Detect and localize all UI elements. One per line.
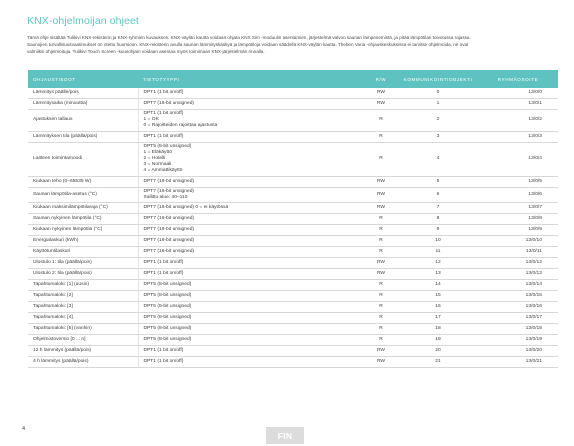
table-row [28, 110, 558, 132]
data-type-line: DPT7 (16-bit unsigned) [143, 226, 195, 232]
cell-rw: RW [364, 346, 398, 357]
cell-comm-object: 11 [398, 247, 478, 258]
cell-group-address: 13/0/11 [478, 247, 558, 258]
cell-data-type [138, 357, 364, 368]
cell-rw: RW [364, 88, 398, 99]
cell-group-address: 13/0/9 [478, 225, 558, 236]
table-row [28, 324, 558, 335]
table-row [28, 214, 558, 225]
table-row [28, 291, 558, 302]
data-type-line: 1 = OK [143, 117, 159, 123]
cell-data-type [138, 203, 364, 214]
cell-comm-object: 19 [398, 335, 478, 346]
cell-control-name: Ulostulo 1: tila (päällä/pois) [28, 258, 138, 269]
cell-group-address: 13/0/18 [478, 324, 558, 335]
cell-rw: R [364, 335, 398, 346]
column-header-control-info: OHJAUSTIEDOT [28, 70, 138, 88]
cell-control-name: Lämmityksen tila (päällä/pois) [28, 131, 138, 142]
cell-rw: R [364, 225, 398, 236]
cell-comm-object: 1 [398, 99, 478, 110]
cell-control-name: Tapahtumaloki: [3] [28, 302, 138, 313]
cell-data-type [138, 99, 364, 110]
cell-group-address: 13/0/3 [478, 131, 558, 142]
cell-group-address: 13/0/1 [478, 99, 558, 110]
data-type-line: DPT5 (8-bit unsigned) [143, 336, 192, 342]
cell-control-name: Laitteen toimintamoodi [28, 142, 138, 176]
column-header-group-address: RYHMÄOSOITE [478, 70, 558, 88]
table-row [28, 187, 558, 202]
cell-rw: R [364, 313, 398, 324]
data-type-line: DPT1 (1 bit on/off) [143, 89, 184, 95]
data-type-line: DPT5 (8-bit unsigned) [143, 292, 192, 298]
data-type-line: DPT7 (16-bit unsigned) [143, 100, 195, 106]
cell-rw: RW [364, 203, 398, 214]
cell-rw: R [364, 247, 398, 258]
data-type-line: DPT1 (1 bit on/off) [143, 111, 184, 116]
cell-comm-object: 0 [398, 88, 478, 99]
cell-data-type [138, 269, 364, 280]
data-type-line: 2 = Hotelli [143, 156, 166, 162]
cell-data-type [138, 258, 364, 269]
cell-control-name: Tapahtumaloki: [2] [28, 291, 138, 302]
cell-control-name: Kiukaan teho (0–65535 W) [28, 176, 138, 187]
cell-data-type [138, 324, 364, 335]
data-type-line: 0 = Rajoitteiden rajoittaa ajastusta [143, 123, 218, 129]
table-row [28, 131, 558, 142]
column-header-rw: R/W [364, 70, 398, 88]
cell-group-address: 13/0/17 [478, 313, 558, 324]
cell-control-name: Tapahtumaloki: [1] (uusin) [28, 280, 138, 291]
data-type-line: DPT1 (1 bit on/off) [143, 358, 184, 364]
data-type-line: DPT7 (16-bit unsigned) 0 = ei käytössä [143, 204, 229, 210]
cell-data-type [138, 335, 364, 346]
page-number: 4 [22, 426, 26, 432]
cell-group-address: 13/0/4 [478, 142, 558, 176]
cell-data-type [138, 110, 364, 132]
data-type-line: DPT5 (8-bit unsigned) [143, 281, 192, 287]
cell-group-address: 13/0/10 [478, 236, 558, 247]
intro-line: valmiiksi ohjelmoituja. Tulikivi Touch Screen -kuusohjain voidaan asentaa myös toimimaan KNX-järjestelmän rinnalla. [27, 49, 265, 55]
cell-group-address: 13/0/6 [478, 187, 558, 202]
cell-comm-object: 16 [398, 302, 478, 313]
data-type-line: DPT7 (16-bit unsigned) [143, 237, 195, 243]
language-badge: FIN [266, 427, 304, 444]
table-header-row [28, 70, 558, 88]
cell-rw: RW [364, 176, 398, 187]
data-type-line: DPT7 (16-bit unsigned) [143, 248, 195, 254]
table-row [28, 258, 558, 269]
cell-comm-object: 6 [398, 187, 478, 202]
cell-rw: R [364, 324, 398, 335]
intro-line: Saunojien turvallisuusvaatimukset on otettu huomioon. KNX-rekisterin avulla saunan lämmityskäskyä ja lämpötiloja voidaan säädellä KNX-väylän kautta. Theben Varia -ohjauskeskuksissa ei tarvitse ohjelmoida, ne ovat [27, 42, 469, 48]
table-row [28, 302, 558, 313]
cell-comm-object: 18 [398, 324, 478, 335]
cell-control-name: Ulostulo 2: tila (päällä/pois) [28, 269, 138, 280]
cell-control-name: Saunan nykyinen lämpötila (°C) [28, 214, 138, 225]
data-type-line: DPT1 (1 bit on/off) [143, 133, 184, 139]
cell-rw: R [364, 236, 398, 247]
cell-data-type [138, 131, 364, 142]
data-type-line: DPT5 (8-bit unsigned) [143, 303, 192, 309]
table-row [28, 88, 558, 99]
data-type-line: Sallittu alue: 40–110 [143, 194, 188, 200]
table-row [28, 280, 558, 291]
cell-comm-object: 3 [398, 131, 478, 142]
table-body [28, 88, 558, 368]
cell-group-address: 13/0/16 [478, 302, 558, 313]
table-row [28, 335, 558, 346]
table-row [28, 346, 558, 357]
cell-rw: RW [364, 258, 398, 269]
cell-rw: RW [364, 357, 398, 368]
cell-control-name: Tapahtumaloki: [4] [28, 313, 138, 324]
cell-group-address: 13/0/0 [478, 88, 558, 99]
cell-group-address: 13/0/7 [478, 203, 558, 214]
cell-data-type [138, 142, 364, 176]
cell-data-type [138, 236, 364, 247]
cell-rw: R [364, 214, 398, 225]
cell-group-address: 13/0/8 [478, 214, 558, 225]
cell-comm-object: 21 [398, 357, 478, 368]
cell-data-type [138, 291, 364, 302]
cell-data-type [138, 176, 364, 187]
cell-control-name: Ajastuksen tallaus [28, 110, 138, 132]
page-title: KNX-ohjelmoijan ohjeet [27, 15, 139, 27]
data-type-line: DPT5 (8-bit unsigned) [143, 314, 192, 320]
data-type-line: DPT1 (1 bit on/off) [143, 347, 184, 353]
cell-data-type [138, 247, 364, 258]
cell-rw: R [364, 142, 398, 176]
cell-control-name: Lämmitys päälle/pois [28, 88, 138, 99]
knx-objects-table [28, 70, 558, 368]
data-type-line: DPT5 (8-bit unsigned) [143, 325, 192, 331]
data-type-line: 4 = Ammattikäyttö [143, 168, 183, 174]
cell-control-name: 12 h lämmitys (päällä/pois) [28, 346, 138, 357]
cell-data-type [138, 225, 364, 236]
cell-comm-object: 15 [398, 291, 478, 302]
cell-control-name: Ohjelmistoversio [0 ... n] [28, 335, 138, 346]
cell-rw: RW [364, 269, 398, 280]
table-row [28, 313, 558, 324]
cell-comm-object: 2 [398, 110, 478, 132]
cell-control-name: Energialaskuri (kWh) [28, 236, 138, 247]
cell-comm-object: 20 [398, 346, 478, 357]
cell-control-name: Kiukaan maksimilämpötilaraja (°C) [28, 203, 138, 214]
cell-group-address: 13/0/2 [478, 110, 558, 132]
cell-comm-object: 12 [398, 258, 478, 269]
cell-rw: R [364, 291, 398, 302]
intro-text [27, 34, 559, 56]
cell-data-type [138, 187, 364, 202]
cell-group-address: 13/0/15 [478, 291, 558, 302]
data-type-line: DPT1 (1 bit on/off) [143, 259, 184, 265]
cell-rw: R [364, 110, 398, 132]
intro-line: Tämä ohje sisältää Tulikivi KNX-rekisterin ja KNX-ryhmien kuvauksen. KNX-väylän kautta voidaan ohjata KNX Sim -moduulin asentamien, järjestelmä valvoo saunan lämpenemistä, ja pitää lämpötilan toivotussa rajassa. [27, 35, 471, 40]
cell-comm-object: 7 [398, 203, 478, 214]
data-type-line: 3 = Normaali [143, 162, 172, 168]
cell-rw: R [364, 280, 398, 291]
cell-comm-object: 17 [398, 313, 478, 324]
table-row [28, 236, 558, 247]
data-type-line: 1 = Eläkäyttö [143, 149, 172, 155]
cell-group-address: 13/0/13 [478, 269, 558, 280]
table-row [28, 225, 558, 236]
table-row [28, 142, 558, 176]
data-type-line: DPT7 (16-bit unsigned) [143, 215, 195, 221]
cell-data-type [138, 88, 364, 99]
cell-rw: RW [364, 187, 398, 202]
cell-data-type [138, 302, 364, 313]
cell-data-type [138, 214, 364, 225]
cell-comm-object: 4 [398, 142, 478, 176]
data-type-line: DPT7 (16-bit unsigned) [143, 188, 195, 194]
column-header-comm-object: KOMMUNIKOINTIOBJEKTI [398, 70, 478, 88]
data-type-line: DPT5 (8-bit unsigned) [143, 143, 192, 149]
table-row [28, 176, 558, 187]
cell-comm-object: 8 [398, 214, 478, 225]
cell-group-address: 13/0/5 [478, 176, 558, 187]
cell-group-address: 13/0/20 [478, 346, 558, 357]
cell-control-name: Lämmitysaika (minuuttia) [28, 99, 138, 110]
cell-group-address: 13/0/14 [478, 280, 558, 291]
table-row [28, 269, 558, 280]
cell-data-type [138, 280, 364, 291]
column-header-data-type: TIETOTYYPPI [138, 70, 364, 88]
table-row [28, 99, 558, 110]
cell-control-name: Tapahtumaloki: [5] (vanhin) [28, 324, 138, 335]
cell-rw: RW [364, 99, 398, 110]
cell-comm-object: 14 [398, 280, 478, 291]
data-type-line: DPT1 (1 bit on/off) [143, 270, 184, 276]
cell-group-address: 13/0/21 [478, 357, 558, 368]
cell-data-type [138, 313, 364, 324]
cell-control-name: Käyttötuntilaskuri [28, 247, 138, 258]
table-row [28, 247, 558, 258]
cell-rw: R [364, 302, 398, 313]
cell-data-type [138, 346, 364, 357]
cell-comm-object: 13 [398, 269, 478, 280]
cell-control-name: 4 h lämmitys (päällä/pois) [28, 357, 138, 368]
cell-comm-object: 9 [398, 225, 478, 236]
cell-group-address: 13/0/19 [478, 335, 558, 346]
cell-comm-object: 5 [398, 176, 478, 187]
table-row [28, 203, 558, 214]
cell-comm-object: 10 [398, 236, 478, 247]
cell-control-name: Kiukaan nykyinen lämpötila (°C) [28, 225, 138, 236]
cell-group-address: 13/0/12 [478, 258, 558, 269]
cell-rw: R [364, 131, 398, 142]
cell-control-name: Saunan lämpötila-asetus (°C) [28, 187, 138, 202]
table-row [28, 357, 558, 368]
data-type-line: DPT7 (16-bit unsigned) [143, 178, 195, 184]
